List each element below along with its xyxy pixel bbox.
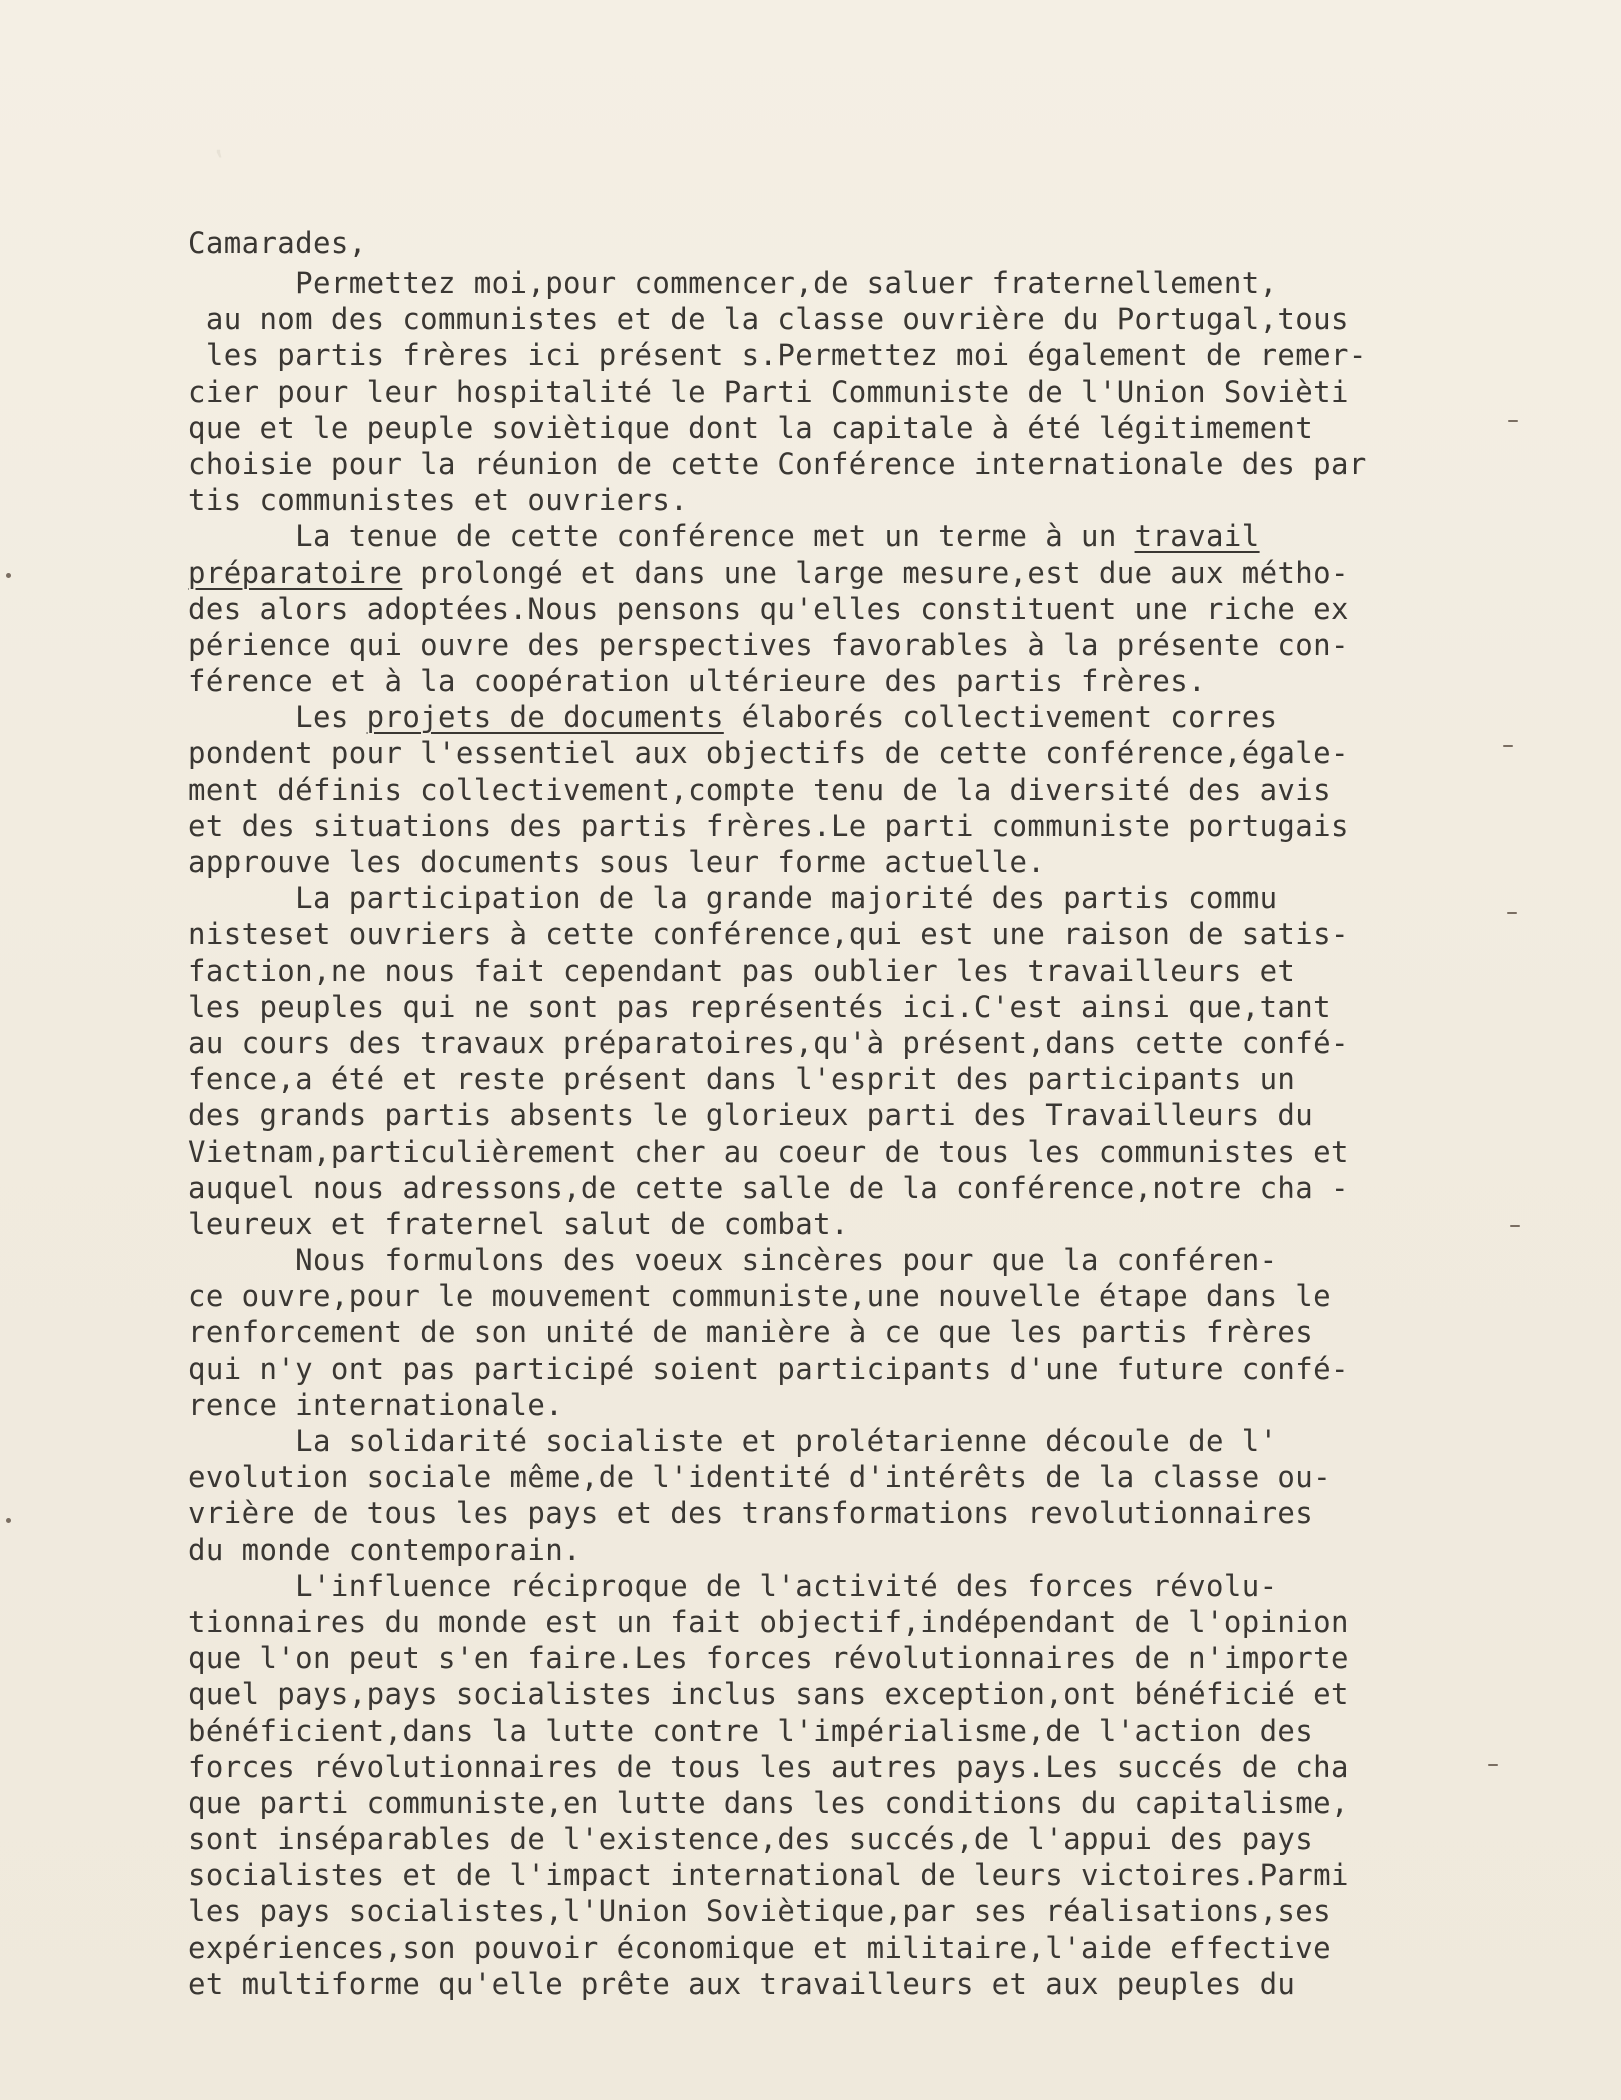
text-line: socialistes et de l'impact international de leurs victoires.Parmi [188,1858,1349,1893]
underlined-phrase: travail [1134,519,1260,554]
text-line: qui n'y ont pas participé soient participants d'une future confé- [188,1351,1349,1386]
text-line [188,555,1528,591]
margin-dash [1488,1764,1498,1766]
edge-speck [6,1518,11,1523]
text-line: tis communistes et ouvriers. [188,483,689,518]
text-line: forces révolutionnaires de tous les autres pays.Les succés de cha [188,1749,1349,1784]
text-line: des alors adoptées.Nous pensons qu'elles constituent une riche ex [188,591,1349,626]
text-line: fence,a été et reste présent dans l'esprit des participants un [188,1062,1296,1097]
text-line: Permettez moi,pour commencer,de saluer fraternellement, [188,266,1278,300]
text-line: nisteset ouvriers à cette conférence,qui est une raison de satis- [188,917,1349,952]
text-segment: La tenue de cette conférence met un terme à un [188,519,1135,554]
text-line: La solidarité socialiste et prolétarienne découle de l' [188,1424,1278,1458]
paragraph-5 [188,1242,1528,1423]
text-line: les peuples qui ne sont pas représentés ici.C'est ainsi que,tant [188,989,1332,1024]
text-line: et multiforme qu'elle prête aux travailleurs et aux peuples du [188,1966,1296,2001]
text-line: bénéficient,dans la lutte contre l'impérialisme,de l'action des [188,1713,1314,1748]
text-segment: Les [188,700,367,735]
text-line: choisie pour la réunion de cette Conférence internationale des par [188,446,1367,481]
text-line: pondent pour l'essentiel aux objectifs de cette conférence,égale- [188,736,1349,771]
text-line: des grands partis absents le glorieux parti des Travailleurs du [188,1098,1314,1133]
underlined-phrase: préparatoire [188,555,403,590]
text-line: férence et à la coopération ultérieure des partis frères. [188,664,1206,699]
typed-letter [188,222,1528,2002]
text-line: La participation de la grande majorité des partis commu [188,881,1278,916]
text-line: Nous formulons des voeux sincères pour que la conféren- [188,1243,1278,1278]
text-line: sont inséparables de l'existence,des succés,de l'appui des pays [188,1822,1314,1857]
paragraph-1 [188,265,1528,518]
text-line: vrière de tous les pays et des transformations revolutionnaires [188,1496,1314,1531]
text-line: les pays socialistes,l'Union Soviètique,par ses réalisations,ses [188,1894,1332,1929]
text-line: quel pays,pays socialistes inclus sans exception,ont bénéficié et [188,1677,1349,1712]
paragraph-3 [188,699,1528,880]
margin-dash [1510,1225,1520,1227]
paragraph-7 [188,1568,1528,2002]
margin-dash [1507,912,1517,914]
paragraph-4 [188,880,1528,1242]
text-line: rence internationale. [188,1387,564,1422]
text-line: que l'on peut s'en faire.Les forces révolutionnaires de n'importe [188,1641,1349,1676]
text-line: ce ouvre,pour le mouvement communiste,une nouvelle étape dans le [188,1279,1332,1314]
text-line: au nom des communistes et de la classe ouvrière du Portugal,tous [188,302,1349,337]
text-line: approuve les documents sous leur forme actuelle. [188,845,1046,879]
text-line: périence qui ouvre des perspectives favorables à la présente con- [188,627,1349,662]
text-line: auquel nous adressons,de cette salle de la conférence,notre cha - [188,1170,1349,1205]
text-line: cier pour leur hospitalité le Parti Communiste de l'Union Sovièti [188,374,1349,409]
text-line: ment définis collectivement,compte tenu de la diversité des avis [188,772,1332,807]
text-line: que et le peuple soviètique dont la capitale à été légitimement [188,410,1314,445]
text-line: leureux et fraternel salut de combat. [188,1206,849,1241]
text-line: Vietnam,particulièrement cher au coeur de tous les communistes et [188,1134,1349,1169]
paragraph-2 [188,518,1528,699]
text-line: L'influence réciproque de l'activité des forces révolu- [188,1568,1278,1603]
text-line: faction,ne nous fait cependant pas oublier les travailleurs et [188,953,1296,988]
text-line: tionnaires du monde est un fait objectif,indépendant de l'opinion [188,1604,1349,1639]
text-line: au cours des travaux préparatoires,qu'à présent,dans cette confé- [188,1025,1349,1060]
bleed-through-text: , [210,130,261,161]
text-line: que parti communiste,en lutte dans les conditions du capitalisme, [188,1785,1349,1820]
text-line: et des situations des partis frères.Le parti communiste portugais [188,808,1349,843]
paragraph-6 [188,1423,1528,1568]
salutation: Camarades, [188,226,367,260]
edge-speck [6,573,11,578]
text-segment: prolongé et dans une large mesure,est due aux métho- [402,555,1349,590]
text-line: les partis frères ici présent s.Permettez moi également de remer- [188,338,1367,373]
text-line: renforcement de son unité de manière à ce que les partis frères [188,1315,1314,1350]
text-segment: élaborés collectivement corres [723,700,1278,735]
text-line: expériences,son pouvoir économique et militaire,l'aide effective [188,1930,1332,1965]
text-line: du monde contemporain. [188,1532,581,1567]
margin-dash [1503,745,1513,747]
text-line: evolution sociale même,de l'identité d'intérêts de la classe ou- [188,1460,1332,1495]
text-line [188,699,1528,735]
text-line [188,518,1528,554]
underlined-phrase: projets de documents [366,700,724,735]
margin-dash [1508,420,1518,422]
